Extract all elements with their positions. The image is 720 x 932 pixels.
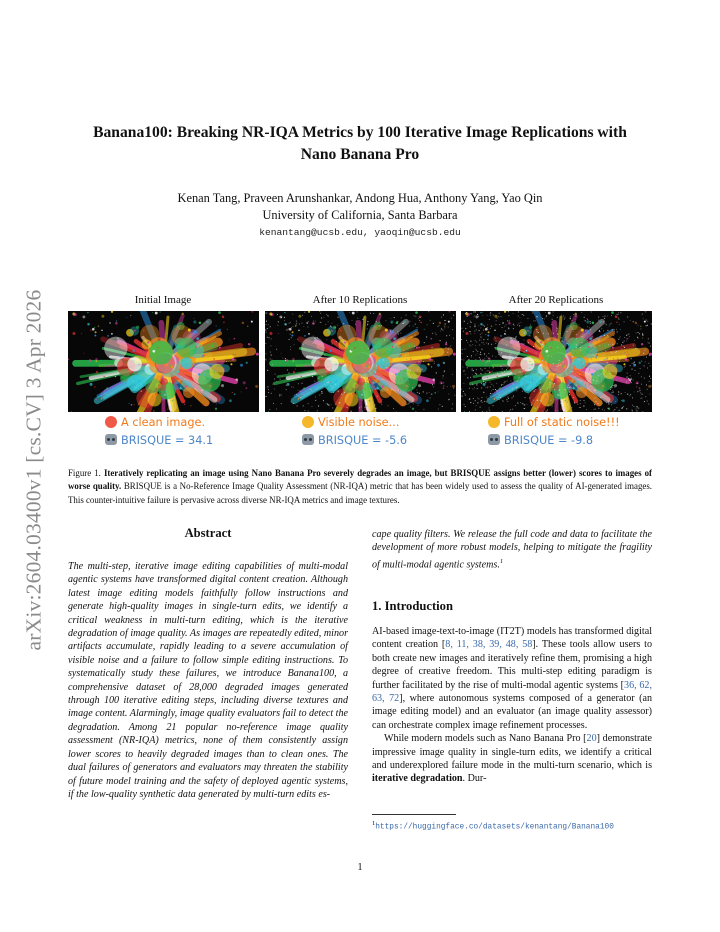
- panel-image-initial: [68, 311, 259, 412]
- neutral-face-emoji-icon: [302, 416, 314, 428]
- footnote: $^1$https://huggingface.co/datasets/kenantang/Banana100: [372, 820, 614, 832]
- affiliation: University of California, Santa Barbara: [262, 208, 458, 222]
- figure-caption: Figure 1. Iteratively replicating an image using Nano Banana Pro severely degrades an image, but BRISQUE assigns better (lower) scores to images of worse quality. BRISQUE is a No-Reference Image Quality Assessment (NR-IQA) metric that has been widely used to assess the quality of AI-generated images. This counter-intuitive failure is pervasive across diverse NR-IQA metrics and image textures.: [68, 468, 653, 505]
- panel-annotation-10: Visible noise... BRISQUE = -5.6: [302, 414, 407, 450]
- citation-link[interactable]: 8, 11, 38, 39, 48, 58: [445, 639, 533, 651]
- intro-paragraph-1: AI-based image-text-to-image (IT2T) models has transformed digital content creation [8, 11, 38, 39, 48, 58]. These tools allow users to both create new images and iteratively refine them, promising a high degree of creative freedom. This multi-step editing paradigm is further facilitated by the rise of multi-modal agentic systems [36, 62, 63, 72], where autonomous systems composed of a generator (an image editing model) and an evaluator (an image quality assessor) can orchestrate complex image refinement processes.: [372, 626, 653, 731]
- abstract-body: The multi-step, iterative image editing capabilities of multi-modal agentic systems have transformed digital content creation. Although latest image editing models faithfully follow instructions and generate high-quality images in single-turn edits, we identify a critical weakness in multi-turn editing, which is the iterative degradation of image quality. As images are repeatedly edited, minor artifacts accumulate, rapidly leading to a severe accumulation of visible noise and a failure to follow simple editing instructions. To systematically study these failures, we introduce Banana100, a comprehensive dataset of 28,000 degraded images generated through 100 iterative editing steps, including diverse textures and image content. Alarmingly, image quality evaluators fail to detect the degradation. Among 21 popular no-reference image quality assessment (NR-IQA) metrics, none of them consistently assign lower scores to heavily degraded images than to clean ones. The dual failures of generators and evaluators may threaten the stability of future model training and the safety of deployed agentic systems, if the low-quality synthetic data generated by multi-turn edits es-: [68, 561, 348, 800]
- panel-label-initial: Initial Image: [134, 294, 192, 306]
- robot-icon: [105, 434, 117, 445]
- panel-annotation-initial: A clean image. BRISQUE = 34.1: [105, 414, 213, 450]
- panel-label-20: After 20 Replications: [508, 294, 604, 306]
- abstract-continued: cape quality filters. We release the full code and data to facilitate the development of more robust models, helping to mitigate the fragility of multi-modal agentic systems.$^1$: [372, 529, 652, 571]
- footnote-rule: [372, 814, 456, 815]
- authors: Kenan Tang, Praveen Arunshankar, Andong Hua, Anthony Yang, Yao Qin: [177, 191, 543, 205]
- author-block: [60, 190, 660, 224]
- dataset-link[interactable]: https://huggingface.co/datasets/kenantang/Banana100: [375, 823, 614, 832]
- intro-paragraph-2: While modern models such as Nano Banana Pro [20] demonstrate impressive image quality in single-turn edits, we identify a critical and underexplored failure mode in the multi-turn scenario, which is iterative degradation. Dur-: [372, 733, 652, 785]
- abstract-heading: Abstract: [184, 526, 232, 540]
- panel-label-10: After 10 Replications: [312, 294, 408, 306]
- citation-link[interactable]: 20: [586, 733, 597, 745]
- arxiv-stamp: arXiv:2604.03400v1 [cs.CV] 3 Apr 2026: [21, 289, 46, 651]
- paper-title: Banana100: Breaking NR-IQA Metrics by 100 Iterative Image Replications with Nano Banana Pro: [93, 124, 627, 163]
- introduction-body: [372, 625, 652, 786]
- heart-eyes-emoji-icon: [105, 416, 117, 428]
- panel-image-10: [265, 311, 456, 412]
- robot-icon: [302, 434, 314, 445]
- page-number: 1: [357, 862, 363, 873]
- panel-annotation-20: Full of static noise!!! BRISQUE = -9.8: [488, 414, 620, 450]
- author-emails: kenantang@ucsb.edu, yaoqin@ucsb.edu: [259, 227, 461, 238]
- citation-link[interactable]: 36, 62, 63, 72: [372, 679, 652, 705]
- crying-face-emoji-icon: [488, 416, 500, 428]
- panel-image-20: [461, 311, 652, 412]
- robot-icon: [488, 434, 500, 445]
- section-heading-introduction: 1. Introduction: [372, 599, 453, 613]
